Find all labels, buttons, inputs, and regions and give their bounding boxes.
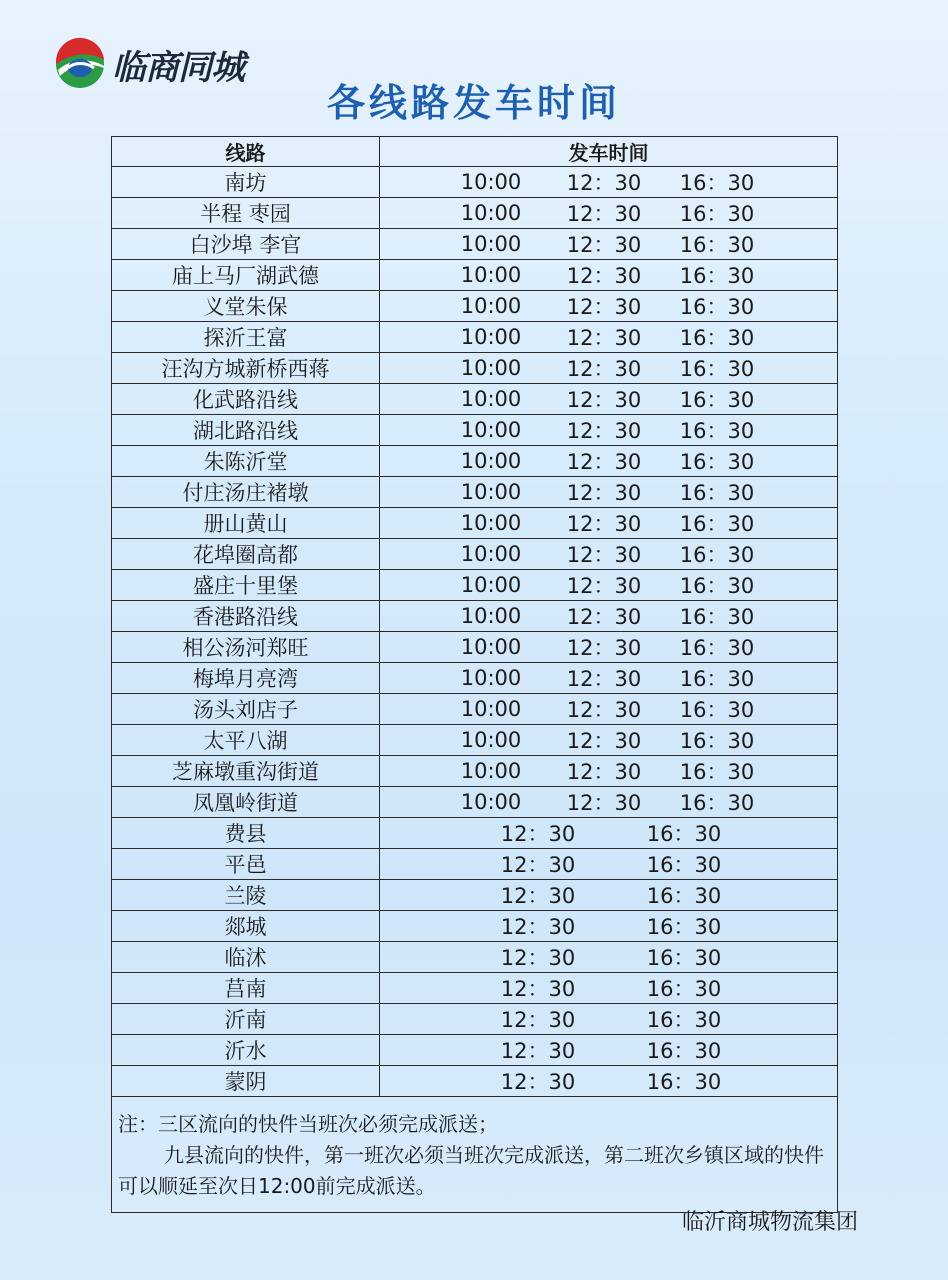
- route-name: 香港路沿线: [112, 601, 380, 632]
- table-row: [112, 942, 838, 973]
- departure-times: [380, 570, 838, 601]
- departure-time: 10:00: [460, 325, 522, 350]
- table-row: [112, 446, 838, 477]
- route-name: 芝麻墩重沟街道: [112, 756, 380, 787]
- departure-time: 12：30: [566, 264, 642, 289]
- route-name: 太平八湖: [112, 725, 380, 756]
- route-name: 湖北路沿线: [112, 415, 380, 446]
- table-row: [112, 322, 838, 353]
- table-row: [112, 260, 838, 291]
- departure-time: 16：30: [679, 760, 755, 785]
- company-name: 临沂商城物流集团: [681, 1210, 858, 1235]
- departure-time: 12：30: [566, 512, 642, 537]
- departure-time: 16：30: [646, 1039, 722, 1064]
- departure-time: 12：30: [566, 233, 642, 258]
- route-name: 梅埠月亮湾: [112, 663, 380, 694]
- departure-time: 12：30: [566, 605, 642, 630]
- departure-times: [380, 973, 838, 1004]
- route-name: 沂南: [112, 1004, 380, 1035]
- departure-time: 16：30: [646, 946, 722, 971]
- table-row: [112, 1066, 838, 1097]
- departure-times: [380, 384, 838, 415]
- departure-time: 10:00: [460, 697, 522, 722]
- departure-time: 12：30: [500, 853, 576, 878]
- departure-time: 12：30: [566, 667, 642, 692]
- departure-time: 12：30: [566, 388, 642, 413]
- table-row: [112, 539, 838, 570]
- table-row: [112, 694, 838, 725]
- route-name: 莒南: [112, 973, 380, 1004]
- table-row: [112, 1004, 838, 1035]
- departure-time: 10:00: [460, 294, 522, 319]
- route-name: 平邑: [112, 849, 380, 880]
- departure-times: [380, 508, 838, 539]
- departure-time: 12：30: [566, 574, 642, 599]
- departure-time: 10:00: [460, 635, 522, 660]
- departure-times: [380, 198, 838, 229]
- departure-time: 12：30: [566, 450, 642, 475]
- table-row: [112, 291, 838, 322]
- route-name: 相公汤河郑旺: [112, 632, 380, 663]
- header-time: 发车时间: [380, 137, 838, 167]
- departure-times: [380, 539, 838, 570]
- departure-time: 16：30: [646, 1070, 722, 1095]
- table-header-row: [112, 137, 838, 167]
- departure-time: 12：30: [566, 729, 642, 754]
- departure-time: 10:00: [460, 232, 522, 257]
- departure-times: [380, 353, 838, 384]
- departure-time: 16：30: [679, 357, 755, 382]
- departure-time: 16：30: [679, 543, 755, 568]
- departure-time: 12：30: [566, 698, 642, 723]
- departure-time: 16：30: [679, 636, 755, 661]
- table-row: [112, 911, 838, 942]
- note-line-2: 九县流向的快件，第一班次必须当班次完成派送，第二班次乡镇区域的快件可以顺延至次日12:00前完成派送。: [118, 1143, 824, 1199]
- table-row: [112, 1035, 838, 1066]
- departure-time: 10:00: [460, 573, 522, 598]
- departure-time: 16：30: [646, 1008, 722, 1033]
- departure-times: [380, 725, 838, 756]
- route-name: 费县: [112, 818, 380, 849]
- departure-times: [380, 694, 838, 725]
- departure-time: 16：30: [679, 698, 755, 723]
- departure-times: [380, 756, 838, 787]
- route-name: 汤头刘店子: [112, 694, 380, 725]
- route-name: 汪沟方城新桥西蒋: [112, 353, 380, 384]
- departure-time: 12：30: [566, 419, 642, 444]
- table-row: [112, 198, 838, 229]
- departure-time: 16：30: [679, 729, 755, 754]
- departure-time: 16：30: [646, 884, 722, 909]
- departure-time: 10:00: [460, 666, 522, 691]
- table-row: [112, 167, 838, 198]
- table-row: [112, 880, 838, 911]
- departure-times: [380, 632, 838, 663]
- table-row: [112, 787, 838, 818]
- note-line-1: 注：三区流向的快件当班次必须完成派送；: [118, 1112, 498, 1137]
- departure-time: 10:00: [460, 201, 522, 226]
- table-row: [112, 353, 838, 384]
- departure-time: 16：30: [679, 605, 755, 630]
- route-name: 临沭: [112, 942, 380, 973]
- departure-times: [380, 787, 838, 818]
- route-name: 南坊: [112, 167, 380, 198]
- route-name: 兰陵: [112, 880, 380, 911]
- departure-time: 16：30: [646, 977, 722, 1002]
- departure-time: 12：30: [566, 357, 642, 382]
- departure-time: 16：30: [679, 512, 755, 537]
- departure-times: [380, 818, 838, 849]
- table-row: [112, 229, 838, 260]
- departure-times: [380, 322, 838, 353]
- table-row: [112, 973, 838, 1004]
- departure-time: 10:00: [460, 263, 522, 288]
- departure-times: [380, 1066, 838, 1097]
- table-row: [112, 818, 838, 849]
- route-name: 沂水: [112, 1035, 380, 1066]
- table-row: [112, 632, 838, 663]
- departure-time: 10:00: [460, 356, 522, 381]
- departure-time: 12：30: [500, 822, 576, 847]
- departure-times: [380, 1035, 838, 1066]
- route-name: 义堂朱保: [112, 291, 380, 322]
- departure-time: 16：30: [679, 388, 755, 413]
- page-title: 各线路发车时间: [326, 81, 621, 125]
- departure-time: 16：30: [679, 419, 755, 444]
- departure-time: 12：30: [500, 1070, 576, 1095]
- departure-times: [380, 260, 838, 291]
- departure-times: [380, 415, 838, 446]
- departure-time: 16：30: [646, 822, 722, 847]
- departure-times: [380, 167, 838, 198]
- departure-time: 12：30: [500, 1039, 576, 1064]
- route-name: 庙上马厂湖武德: [112, 260, 380, 291]
- table-row: [112, 601, 838, 632]
- departure-times: [380, 446, 838, 477]
- route-name: 付庄汤庄褚墩: [112, 477, 380, 508]
- table-row: [112, 725, 838, 756]
- departure-time: 16：30: [679, 171, 755, 196]
- departure-time: 12：30: [566, 791, 642, 816]
- departure-times: [380, 1004, 838, 1035]
- table-row: [112, 663, 838, 694]
- departure-times: [380, 601, 838, 632]
- table-row: [112, 477, 838, 508]
- table-body: [112, 167, 838, 1213]
- departure-time: 12：30: [500, 1008, 576, 1033]
- departure-times: [380, 477, 838, 508]
- table-row: [112, 756, 838, 787]
- departure-time: 10:00: [460, 170, 522, 195]
- departure-time: 16：30: [679, 791, 755, 816]
- departure-time: 12：30: [500, 946, 576, 971]
- departure-time: 16：30: [679, 233, 755, 258]
- departure-time: 12：30: [566, 202, 642, 227]
- table-row: [112, 570, 838, 601]
- departure-time: 12：30: [566, 760, 642, 785]
- route-name: 白沙埠 李官: [112, 229, 380, 260]
- departure-time: 12：30: [566, 481, 642, 506]
- departure-time: 10:00: [460, 387, 522, 412]
- route-name: 盛庄十里堡: [112, 570, 380, 601]
- departure-times: [380, 849, 838, 880]
- departure-times: [380, 911, 838, 942]
- departure-time: 10:00: [460, 418, 522, 443]
- departure-time: 16：30: [646, 915, 722, 940]
- header-route: 线路: [112, 137, 380, 167]
- departure-time: 10:00: [460, 542, 522, 567]
- table-row: [112, 508, 838, 539]
- route-name: 郯城: [112, 911, 380, 942]
- departure-times: [380, 880, 838, 911]
- route-name: 化武路沿线: [112, 384, 380, 415]
- route-name: 花埠圈高都: [112, 539, 380, 570]
- route-name: 探沂王富: [112, 322, 380, 353]
- route-name: 凤凰岭街道: [112, 787, 380, 818]
- departure-time: 12：30: [566, 295, 642, 320]
- departure-time: 12：30: [500, 884, 576, 909]
- route-name: 蒙阴: [112, 1066, 380, 1097]
- departure-time: 12：30: [500, 977, 576, 1002]
- route-name: 朱陈沂堂: [112, 446, 380, 477]
- note-row: [112, 1097, 838, 1213]
- table-row: [112, 849, 838, 880]
- departure-time: 16：30: [679, 450, 755, 475]
- departure-time: 12：30: [566, 543, 642, 568]
- departure-times: [380, 942, 838, 973]
- departure-time: 10:00: [460, 759, 522, 784]
- departure-time: 12：30: [566, 171, 642, 196]
- departure-time: 12：30: [566, 326, 642, 351]
- route-name: 册山黄山: [112, 508, 380, 539]
- departure-times: [380, 663, 838, 694]
- departure-time: 12：30: [500, 915, 576, 940]
- departure-time: 16：30: [646, 853, 722, 878]
- table-row: [112, 384, 838, 415]
- departure-time: 16：30: [679, 667, 755, 692]
- departure-time: 10:00: [460, 790, 522, 815]
- route-name: 半程 枣园: [112, 198, 380, 229]
- departure-time: 10:00: [460, 449, 522, 474]
- departure-times: [380, 229, 838, 260]
- departure-time: 16：30: [679, 264, 755, 289]
- departure-time: 10:00: [460, 604, 522, 629]
- departure-time: 16：30: [679, 481, 755, 506]
- note-cell: [112, 1097, 838, 1213]
- departure-time: 16：30: [679, 326, 755, 351]
- departure-time: 10:00: [460, 728, 522, 753]
- departure-time: 12：30: [566, 636, 642, 661]
- departure-times: [380, 291, 838, 322]
- departure-time: 16：30: [679, 202, 755, 227]
- brand-name: 临商同城: [112, 47, 244, 88]
- departure-time: 10:00: [460, 480, 522, 505]
- table-row: [112, 415, 838, 446]
- departure-time: 10:00: [460, 511, 522, 536]
- departure-time: 16：30: [679, 295, 755, 320]
- schedule-table: [111, 136, 838, 1213]
- departure-time: 16：30: [679, 574, 755, 599]
